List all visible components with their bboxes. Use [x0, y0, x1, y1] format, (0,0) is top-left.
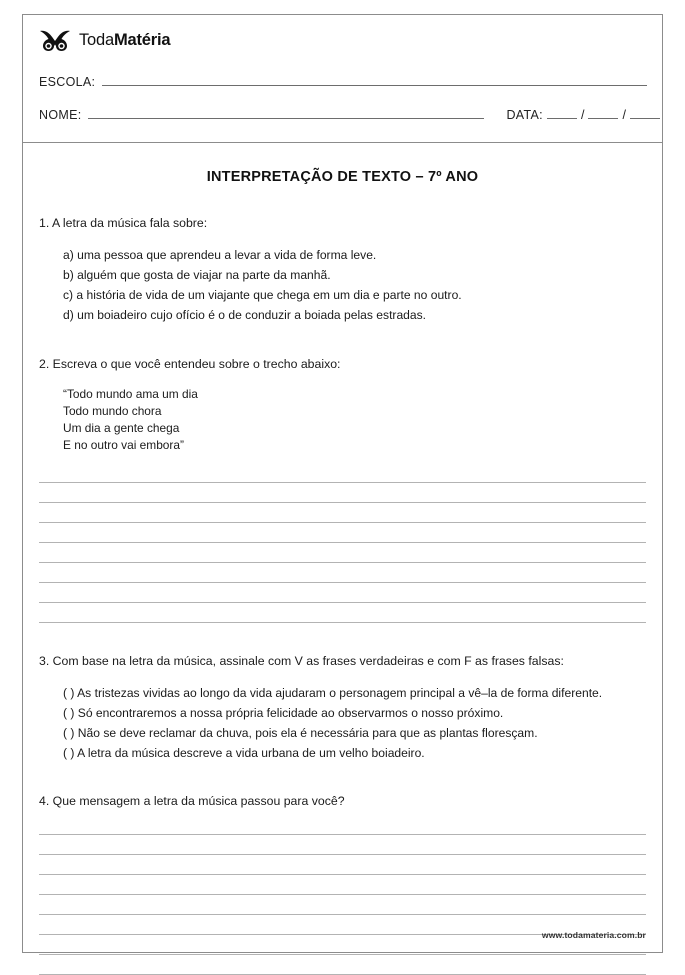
question-4-prompt: 4. Que mensagem a letra da música passou para você? [39, 793, 345, 808]
date-separator-1: / [580, 108, 585, 122]
answer-line[interactable] [39, 468, 646, 483]
answer-line[interactable] [39, 523, 646, 543]
answer-line[interactable] [39, 483, 646, 503]
answer-line[interactable] [39, 835, 646, 855]
answer-line[interactable] [39, 875, 646, 895]
answer-line[interactable] [39, 583, 646, 603]
answer-line[interactable] [39, 855, 646, 875]
escola-input-line[interactable] [102, 76, 647, 86]
answer-line[interactable] [39, 955, 646, 975]
question-2-prompt: 2. Escreva o que você entendeu sobre o trecho abaixo: [39, 356, 341, 371]
question-2-excerpt [39, 386, 646, 454]
excerpt-line-3: Um dia a gente chega [63, 421, 180, 436]
brand-logo-group [39, 29, 170, 51]
data-field-group [506, 108, 663, 122]
question-1-prompt: 1. A letra da música fala sobre: [39, 216, 208, 230]
nome-label: NOME: [39, 108, 82, 122]
escola-label: ESCOLA: [39, 75, 96, 89]
date-separator-2: / [622, 108, 626, 122]
option-b[interactable]: b) alguém que gosta de viajar na parte da manhã. [63, 267, 331, 282]
footer-website[interactable]: www.todamateria.com.br [541, 930, 646, 940]
nome-input-line[interactable] [88, 109, 484, 119]
brand-name [79, 31, 170, 50]
question-4-answer-lines [39, 820, 646, 975]
question-2-answer-lines [39, 468, 646, 623]
worksheet-header [23, 15, 662, 143]
excerpt-line-4: E no outro vai embora” [63, 438, 184, 453]
question-1-options [39, 245, 646, 325]
answer-line[interactable] [39, 563, 646, 583]
option-a[interactable]: a) uma pessoa que aprendeu a levar a vida de forma leve. [63, 247, 377, 262]
question-3-prompt: 3. Com base na letra da música, assinale com V as frases verdadeiras e com F as frases falsas: [39, 654, 564, 669]
nome-field-row [39, 108, 647, 122]
escola-field-row [39, 75, 647, 89]
truefalse-statement-4[interactable]: ( ) A letra da música descreve a vida urbana de um velho boiadeiro. [63, 745, 425, 760]
answer-line[interactable] [39, 895, 646, 915]
data-day-input[interactable] [547, 109, 577, 119]
excerpt-line-2: Todo mundo chora [63, 404, 162, 419]
answer-line[interactable] [39, 603, 646, 623]
worksheet-body [23, 169, 662, 975]
data-month-input[interactable] [588, 109, 618, 119]
page-title: INTERPRETAÇÃO DE TEXTO – 7º ANO [206, 169, 479, 185]
truefalse-statement-1[interactable]: ( ) As tristezas vividas ao longo da vida ajudaram o personagem principal a vê–la de forma diferente. [63, 685, 603, 700]
data-year-input[interactable] [630, 109, 660, 119]
worksheet-page [22, 14, 663, 953]
excerpt-line-1: “Todo mundo ama um dia [63, 387, 198, 402]
question-3-statements [39, 683, 646, 763]
answer-line[interactable] [39, 543, 646, 563]
data-label: DATA: [506, 108, 543, 122]
answer-line[interactable] [39, 820, 646, 835]
brand-name-bold: Matéria [113, 30, 171, 49]
answer-line[interactable] [39, 503, 646, 523]
owl-icon [39, 29, 71, 51]
option-c[interactable]: c) a história de vida de um viajante que chega em um dia e parte no outro. [63, 287, 462, 302]
option-d[interactable]: d) um boiadeiro cujo ofício é o de conduzir a boiada pelas estradas. [63, 307, 427, 322]
truefalse-statement-3[interactable]: ( ) Não se deve reclamar da chuva, pois ela é necessária para que as plantas floresçam. [63, 725, 538, 740]
truefalse-statement-2[interactable]: ( ) Só encontraremos a nossa própria felicidade ao observarmos o nosso próximo. [63, 705, 504, 720]
brand-name-light: Toda [79, 30, 114, 49]
